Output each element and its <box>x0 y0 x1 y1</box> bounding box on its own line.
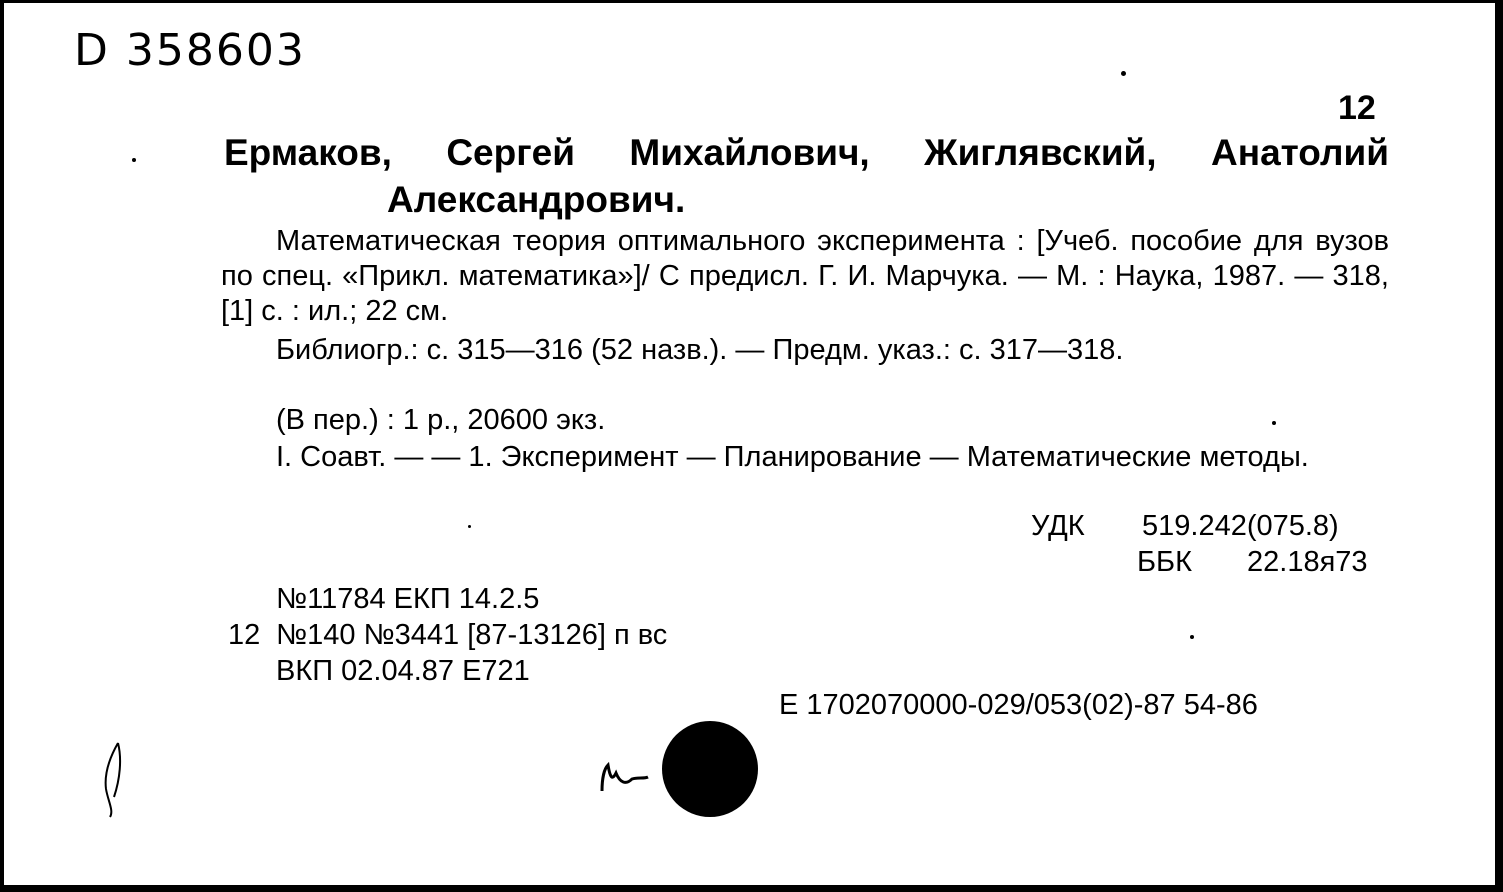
speck-mark <box>132 158 136 162</box>
handwritten-initials-icon <box>596 755 652 799</box>
author-word: Ермаков, <box>224 132 392 173</box>
author-word: Михайлович, <box>629 132 870 173</box>
bbk-value: 22.18я73 <box>1247 546 1368 578</box>
registration-line-1: №11784 ЕКП 14.2.5 <box>276 583 540 615</box>
subject-headings: I. Соавт. — — 1. Эксперимент — Планирование — Математические методы. <box>276 441 1309 473</box>
bbk-label: ББК <box>1137 546 1192 578</box>
pencil-mark-icon <box>96 739 136 819</box>
registration-line-3: ВКП 02.04.87 Е721 <box>276 655 530 687</box>
author-word: Жиглявский, <box>924 132 1157 173</box>
registration-line-2: №140 №3441 [87-13126] п вс <box>276 619 668 651</box>
registration-line-2-prefix: 12 <box>228 619 261 651</box>
bibliography-note: Библиогр.: с. 315—316 (52 назв.). — Предм. указ.: с. 317—318. <box>276 334 1124 366</box>
author-word: Анатолий <box>1211 132 1389 173</box>
udk-label: УДК <box>1031 510 1085 542</box>
price-note: (В пер.) : 1 р., 20600 экз. <box>276 404 606 436</box>
speck-mark <box>1190 635 1194 639</box>
udk-value: 519.242(075.8) <box>1142 510 1339 542</box>
card-number: 12 <box>1338 89 1376 127</box>
speck-mark <box>468 525 471 528</box>
punch-hole <box>662 721 758 817</box>
speck-mark <box>1272 421 1276 425</box>
author-heading-line-1 <box>224 132 1389 174</box>
handwritten-inventory-number: D 358603 <box>74 25 306 76</box>
speck-mark <box>1121 71 1126 76</box>
author-word: Сергей <box>446 132 575 173</box>
title-description: Математическая теория оптимального эксперимента : [Учеб. пособие для вузов по спец. «Прикл. математика»]/ С предисл. Г. И. Марчука. — М. : Наука, 1987. — 318, [1] с. : ил.; 22 см. <box>221 225 1389 327</box>
e-classification-code: Е 1702070000-029/053(02)-87 54-86 <box>779 689 1258 721</box>
author-heading-line-2: Александрович. <box>387 179 686 220</box>
